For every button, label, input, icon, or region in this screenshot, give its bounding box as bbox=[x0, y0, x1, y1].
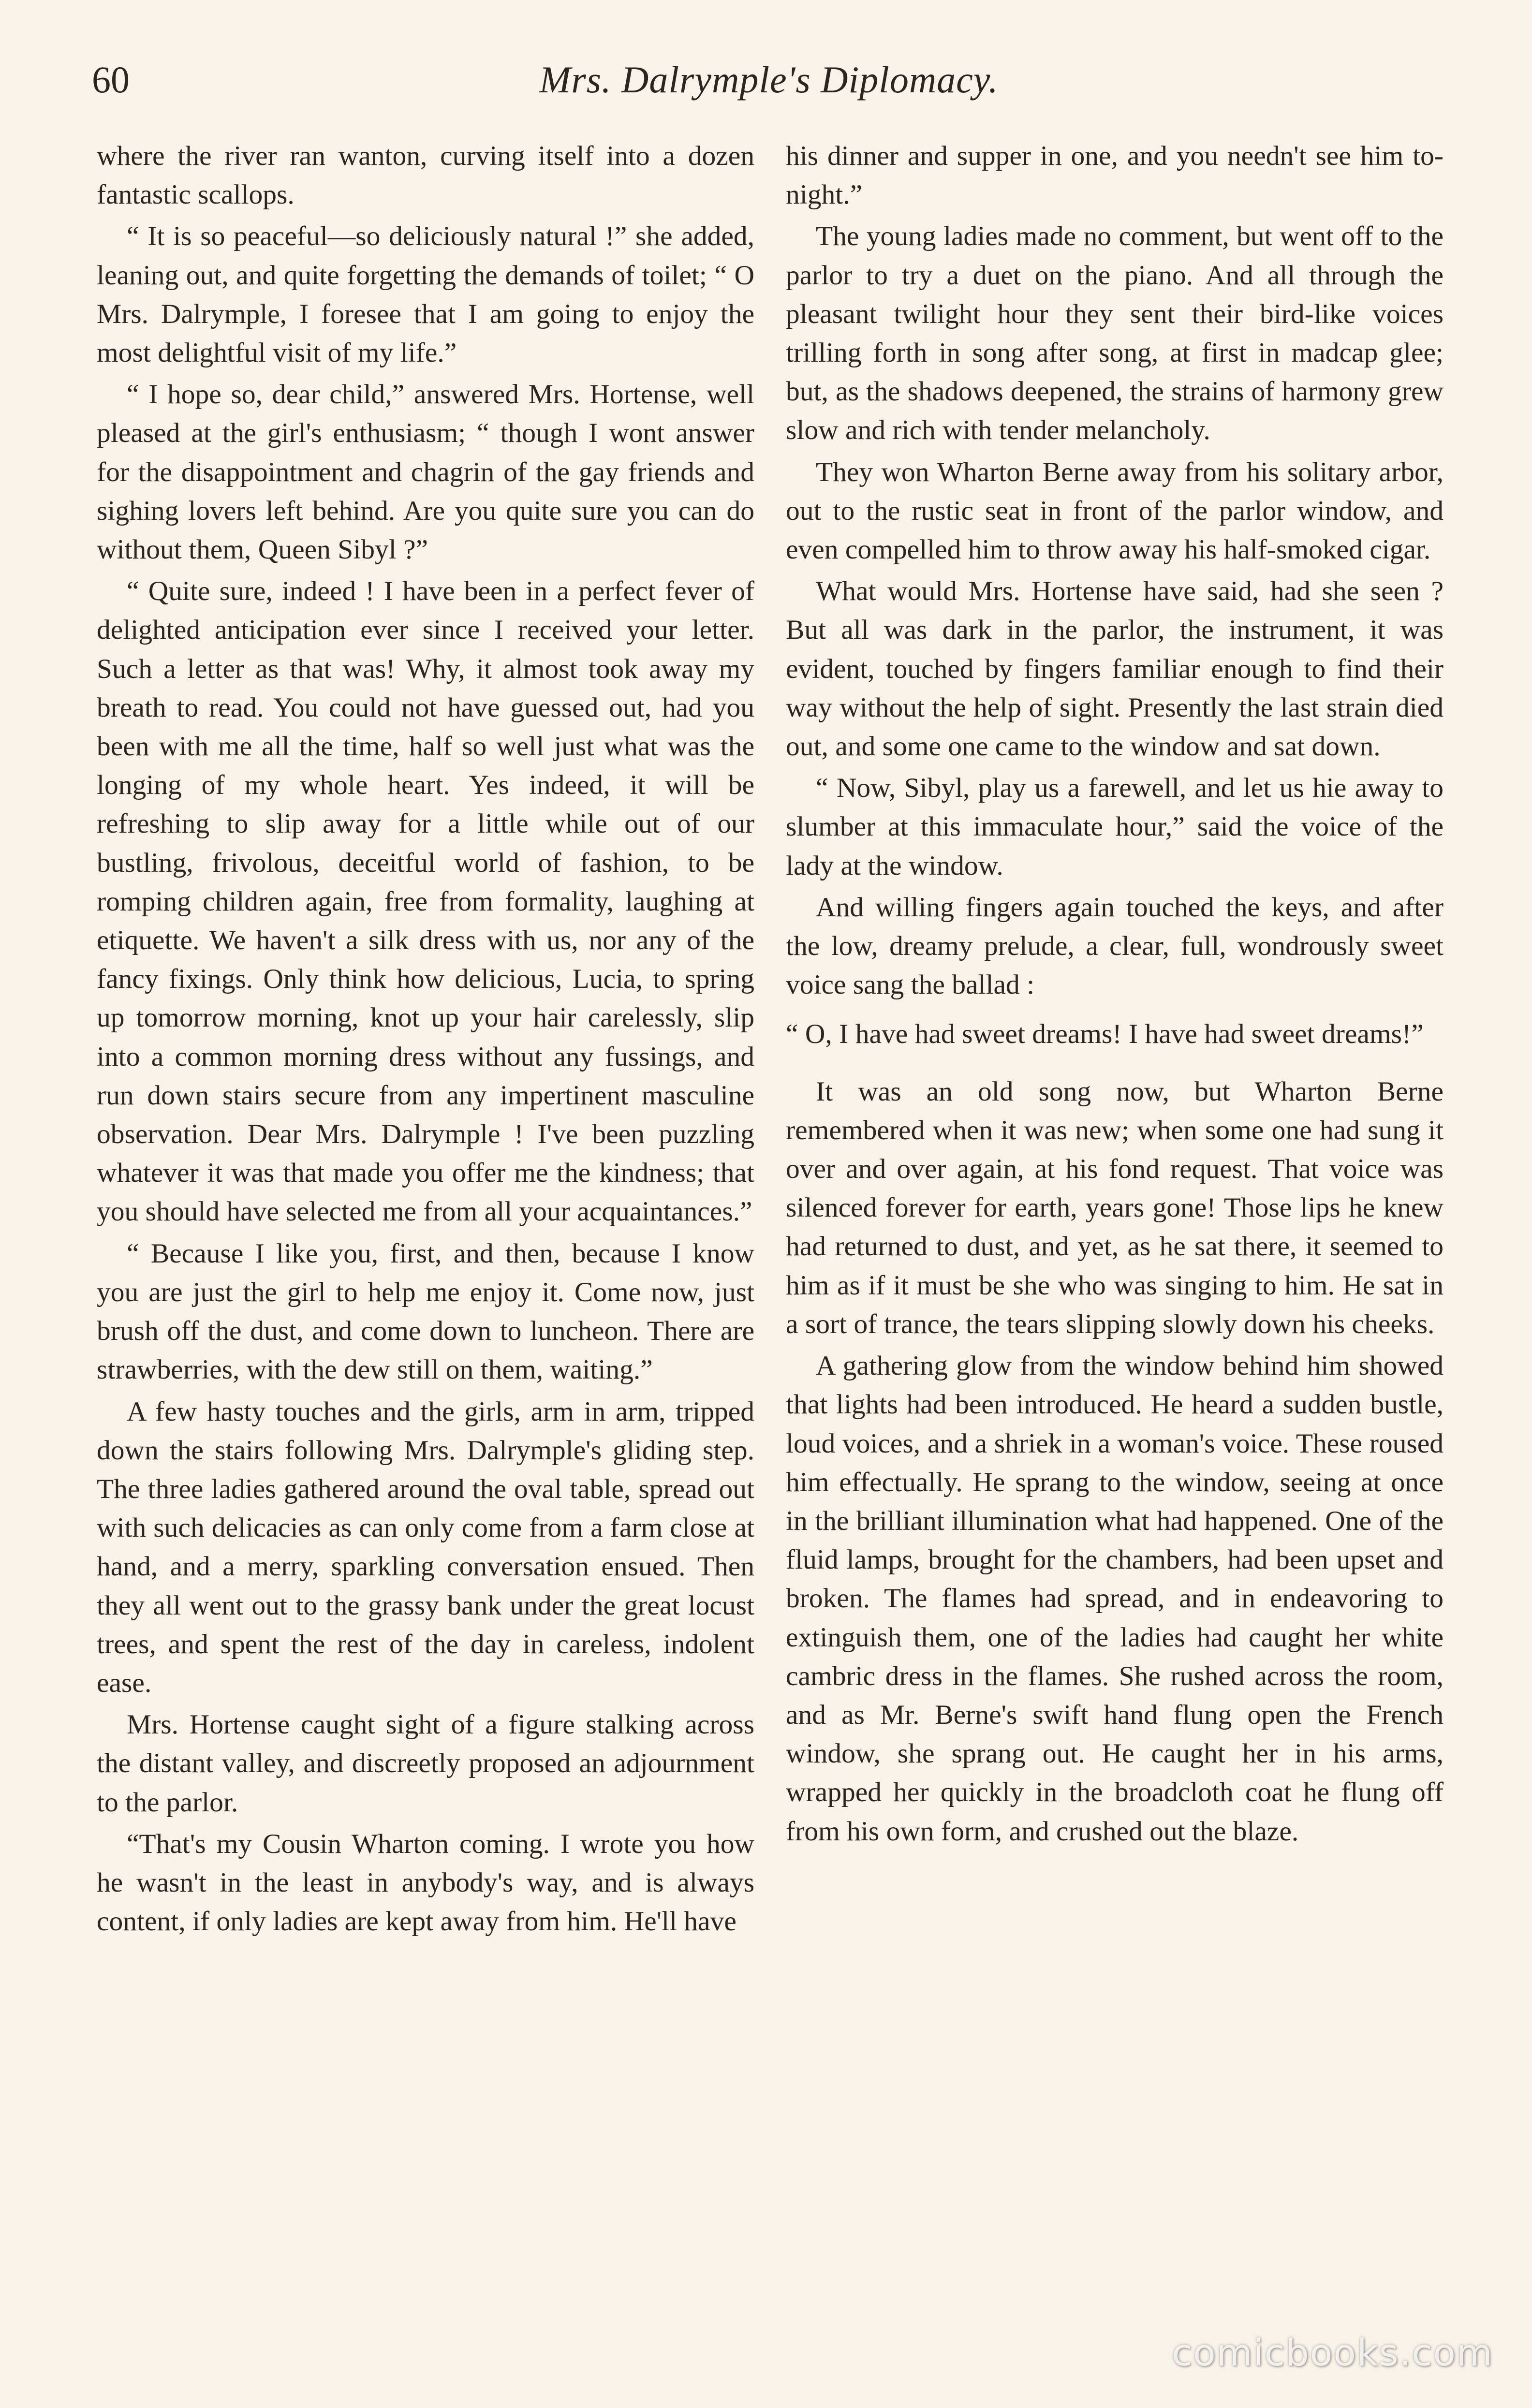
page-header bbox=[92, 53, 1446, 106]
page-number: 60 bbox=[92, 59, 130, 101]
paragraph: “ Now, Sibyl, play us a farewell, and let us hie away to slumber at this immaculate hour,” said the voice of the lady at the window. bbox=[786, 773, 1444, 881]
paragraph: Mrs. Hortense caught sight of a figure stalking across the distant valley, and discreetly proposed an adjournment to the parlor. bbox=[97, 1709, 754, 1818]
paragraph: It was an old song now, but Wharton Berne remembered when it was new; when some one had sung it over and over again, at his fond request. That voice was silenced forever for earth, years gone! Those lips he knew had returned to dust, and yet, as he sat there, it seemed to him as if it must be she who was singing to him. He sat in a sort of trance, the tears slipping slowly down his cheeks. bbox=[786, 1076, 1444, 1339]
running-title: Mrs. Dalrymple's Diplomacy. bbox=[539, 59, 999, 101]
right-column bbox=[786, 137, 1444, 1851]
paragraph: “ I hope so, dear child,” answered Mrs. Hortense, well pleased at the girl's enthusiasm; “ though I wont answer for the disappointment and chagrin of the gay friends and sighing lovers left behind. Are you quite sure you can do without them, Queen Sibyl ?” bbox=[97, 379, 754, 565]
paragraph: where the river ran wanton, curving itself into a dozen fantastic scallops. bbox=[97, 141, 754, 210]
paragraph: “That's my Cousin Wharton coming. I wrote you how he wasn't in the least in anybody's way, and is always content, if only ladies are kept away from him. He'll have bbox=[97, 1828, 754, 1937]
paragraph: “ Quite sure, indeed ! I have been in a perfect fever of delighted anticipation ever since I received your letter. Such a letter as that was! Why, it almost took away my breath to read. You could not have guessed out, had you been with me all the time, half so well just what was the longing of my whole heart. Yes indeed, it will be refreshing to slip away for a little while out of our bustling, frivolous, deceitful world of fashion, to be romping children again, free from formality, laughing at etiquette. We haven't a silk dress with us, nor any of the fancy fixings. Only think how delicious, Lucia, to spring up tomorrow morning, knot up your hair carelessly, slip into a common morning dress without any fussings, and run down stairs secure from any impertinent masculine observation. Dear Mrs. Dalrymple ! I've been puzzling whatever it was that made you offer me the kindness; that you should have selected me from all your acquaintances.” bbox=[97, 576, 754, 1227]
paragraph: And willing fingers again touched the keys, and after the low, dreamy prelude, a clear, full, wondrously sweet voice sang the ballad : bbox=[786, 892, 1444, 1000]
ballad-quote: “ O, I have had sweet dreams! I have had sweet dreams!” bbox=[786, 1019, 1424, 1050]
paragraph: “ It is so peaceful—so deliciously natural !” she added, leaning out, and quite forgetting the demands of toilet; “ O Mrs. Dalrymple, I foresee that I am going to enjoy the most delightful visit of my life.” bbox=[97, 221, 754, 368]
watermark: comicbooks.com bbox=[1172, 2331, 1493, 2374]
paragraph: What would Mrs. Hortense have said, had she seen ? But all was dark in the parlor, the instrument, it was evident, touched by fingers familiar enough to find their way without the help of sight. Presently the last strain died out, and some one came to the window and sat down. bbox=[786, 576, 1444, 762]
paragraph: his dinner and supper in one, and you needn't see him to-night.” bbox=[786, 141, 1444, 210]
paragraph: “ Because I like you, first, and then, because I know you are just the girl to help me enjoy it. Come now, just brush off the dust, and come down to luncheon. There are strawberries, with the dew still on them, waiting.” bbox=[97, 1238, 754, 1385]
left-column bbox=[97, 137, 754, 1941]
paragraph: They won Wharton Berne away from his solitary arbor, out to the rustic seat in front of the parlor window, and even compelled him to throw away his half-smoked cigar. bbox=[786, 456, 1444, 565]
paragraph: A gathering glow from the window behind him showed that lights had been introduced. He heard a sudden bustle, loud voices, and a shriek in a woman's voice. These roused him effectually. He sprang to the window, seeing at once in the brilliant illumination what had happened. One of the fluid lamps, brought for the chambers, had been upset and broken. The flames had spread, and in endeavoring to extinguish them, one of the ladies had caught her white cambric dress in the flames. She rushed across the room, and as Mr. Berne's swift hand flung open the French window, she sprang out. He caught her in his arms, wrapped her quickly in the broadcloth coat he flung off from his own form, and crushed out the blaze. bbox=[786, 1351, 1444, 1847]
paragraph: A few hasty touches and the girls, arm in arm, tripped down the stairs following Mrs. Dalrymple's gliding step. The three ladies gathered around the oval table, spread out with such delicacies as can only come from a farm close at hand, and a merry, sparkling conversation ensued. Then they all went out to the grassy bank under the great locust trees, and spent the rest of the day in careless, indolent ease. bbox=[97, 1396, 754, 1698]
paragraph: The young ladies made no comment, but went off to the parlor to try a duet on the piano. And all through the pleasant twilight hour they sent their bird-like voices trilling forth in song after song, at first in madcap glee; but, as the shadows deepened, the strains of harmony grew slow and rich with tender melancholy. bbox=[786, 221, 1444, 446]
